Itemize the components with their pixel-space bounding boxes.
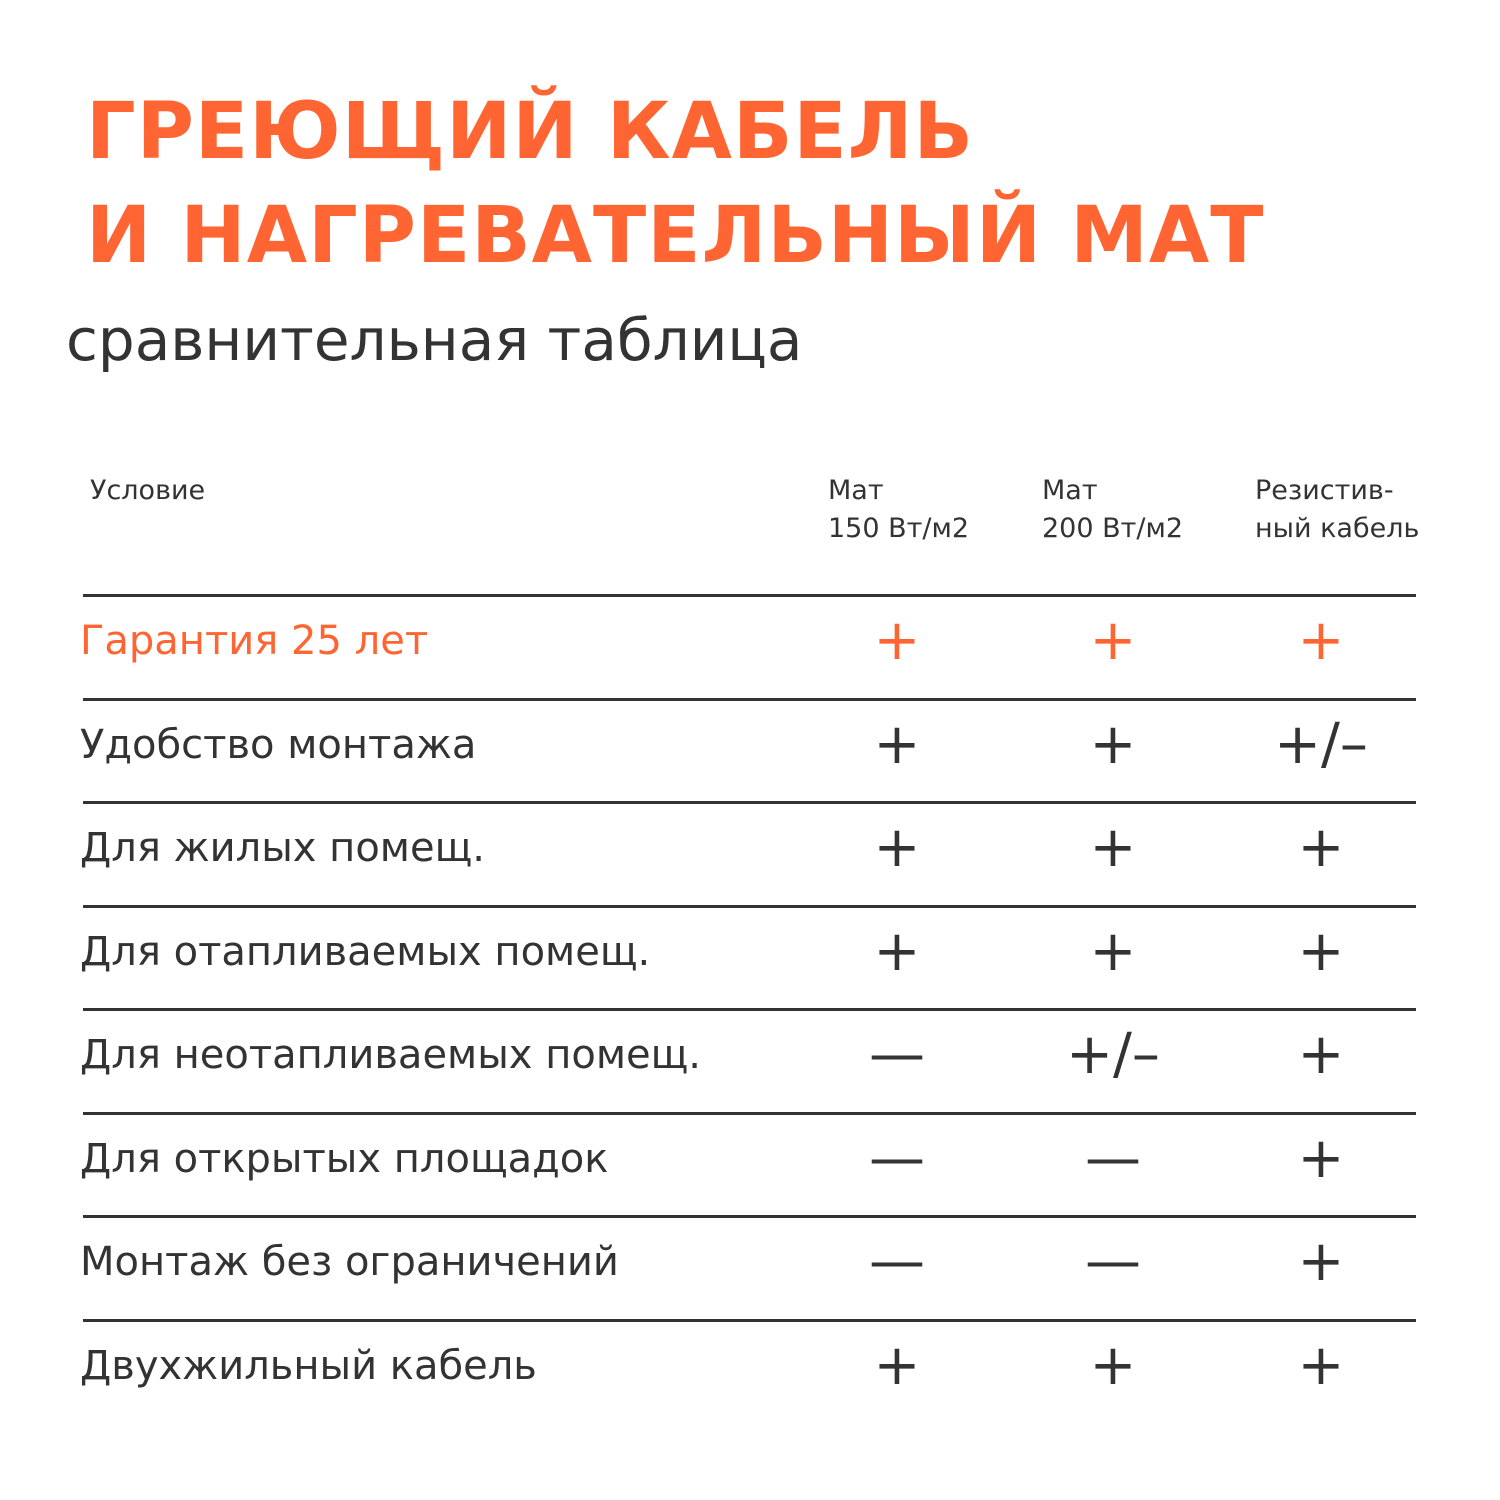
cell-mat-200: + bbox=[1089, 608, 1137, 673]
cell-mat-150: + bbox=[873, 711, 921, 777]
row-label: Для жилых помещ. bbox=[80, 825, 485, 871]
table-row bbox=[80, 1008, 1416, 1112]
header-condition: Условие bbox=[90, 475, 206, 506]
row-label: Для открытых площадок bbox=[80, 1135, 609, 1182]
cell-resistive-cable: + bbox=[1297, 1022, 1345, 1087]
row-label: Для неотапливаемых помещ. bbox=[80, 1032, 701, 1078]
title-line-2: И НАГРЕВАТЕЛЬНЫЙ МАТ bbox=[86, 191, 1265, 281]
cell-mat-150: — bbox=[869, 1022, 925, 1087]
row-label: Двухжильный кабель bbox=[80, 1342, 537, 1389]
cell-resistive-cable: +/– bbox=[1274, 711, 1368, 777]
cell-mat-150: + bbox=[873, 1332, 921, 1398]
cell-mat-150: — bbox=[869, 1125, 925, 1191]
row-label: Для отапливаемых помещ. bbox=[80, 928, 651, 975]
cell-mat-150: — bbox=[869, 1229, 925, 1294]
table-row bbox=[80, 1215, 1416, 1319]
row-label: Гарантия 25 лет bbox=[80, 618, 429, 664]
cell-resistive-cable: + bbox=[1297, 1125, 1345, 1191]
cell-mat-200: + bbox=[1089, 815, 1137, 880]
cell-resistive-cable: + bbox=[1297, 1229, 1345, 1294]
header-mat-200: Мат 200 Вт/м2 bbox=[1042, 475, 1184, 544]
page-subtitle: сравнительная таблица bbox=[66, 306, 803, 374]
table-row bbox=[80, 905, 1416, 1009]
cell-resistive-cable: + bbox=[1297, 608, 1345, 673]
table-row bbox=[80, 1112, 1416, 1216]
row-label: Монтаж без ограничений bbox=[80, 1239, 619, 1285]
table-row bbox=[80, 698, 1416, 802]
cell-resistive-cable: + bbox=[1297, 918, 1345, 984]
header-resistive-cable: Резистив- ный кабель bbox=[1255, 475, 1420, 544]
cell-resistive-cable: + bbox=[1297, 1332, 1345, 1398]
cell-mat-150: + bbox=[873, 918, 921, 984]
comparison-table bbox=[80, 594, 1416, 1422]
cell-resistive-cable: + bbox=[1297, 815, 1345, 880]
table-row bbox=[80, 1319, 1416, 1423]
header-mat-150: Мат 150 Вт/м2 bbox=[828, 475, 970, 544]
cell-mat-200: + bbox=[1089, 1332, 1137, 1398]
cell-mat-200: +/– bbox=[1066, 1022, 1160, 1087]
cell-mat-200: — bbox=[1085, 1229, 1141, 1294]
cell-mat-200: — bbox=[1085, 1125, 1141, 1191]
table-row bbox=[80, 594, 1416, 698]
title-line-1: ГРЕЮЩИЙ КАБЕЛЬ bbox=[86, 87, 974, 177]
page-title bbox=[86, 80, 1265, 288]
cell-mat-150: + bbox=[873, 608, 921, 673]
cell-mat-200: + bbox=[1089, 711, 1137, 777]
cell-mat-200: + bbox=[1089, 918, 1137, 984]
cell-mat-150: + bbox=[873, 815, 921, 880]
row-label: Удобство монтажа bbox=[80, 721, 477, 768]
table-row bbox=[80, 801, 1416, 905]
